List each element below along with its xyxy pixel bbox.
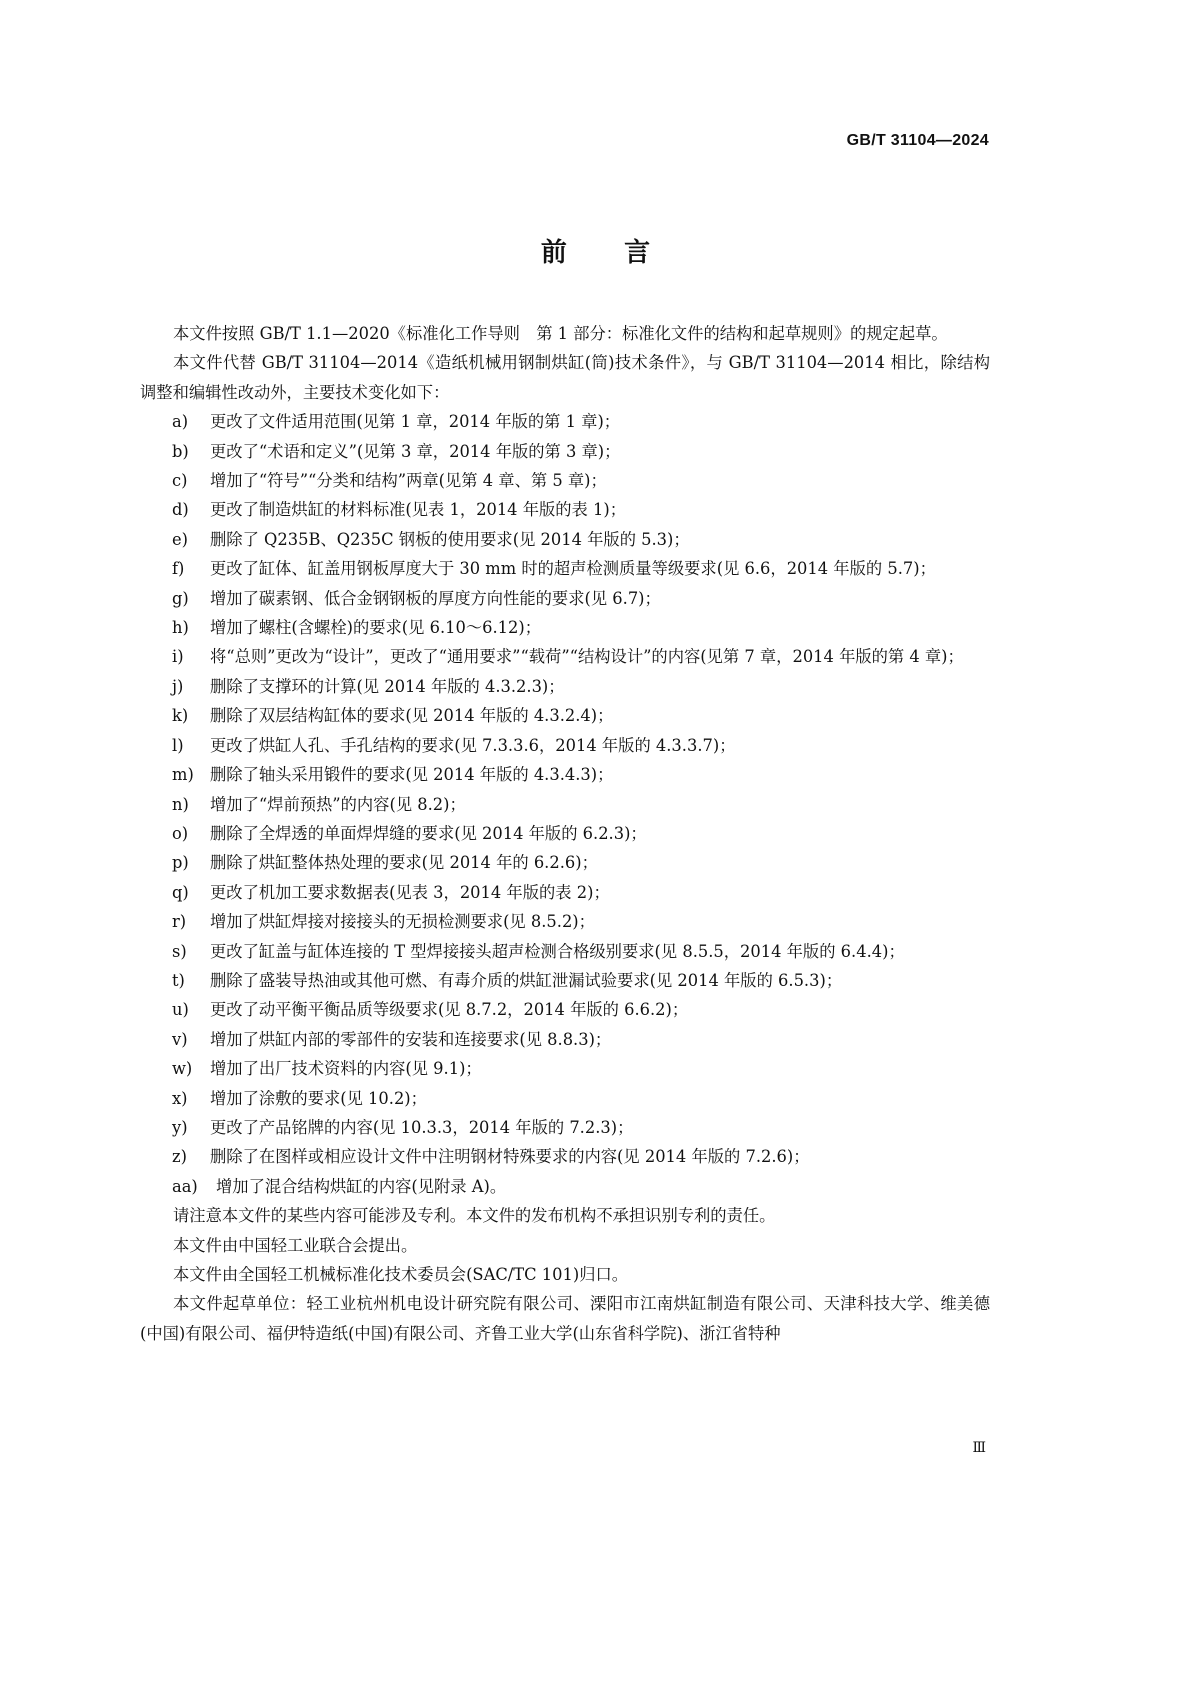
list-item-label: d) — [172, 500, 189, 520]
list-item-text: 更改了缸体、缸盖用钢板厚度大于 30 mm 时的超声检测质量等级要求(见 6.6，2014 年版的 5.7)； — [210, 559, 936, 579]
list-item — [140, 701, 990, 730]
list-item-text: 增加了螺柱(含螺栓)的要求(见 6.10～6.12)； — [210, 618, 542, 638]
list-item-label: a) — [172, 412, 189, 432]
list-item — [140, 613, 990, 642]
list-item-label: f) — [172, 559, 185, 579]
list-item — [140, 1142, 990, 1171]
page-number: Ⅲ — [972, 1440, 986, 1456]
list-item — [140, 760, 990, 789]
list-item — [140, 466, 990, 495]
list-item-label: k) — [172, 706, 189, 726]
list-item-label: r) — [172, 912, 187, 932]
paragraph: 本文件由中国轻工业联合会提出。 — [173, 1235, 418, 1255]
list-item — [140, 995, 990, 1024]
list-item — [140, 848, 990, 877]
standard-number: GB/T 31104—2024 — [846, 132, 989, 149]
list-item-text: 增加了“焊前预热”的内容(见 8.2)； — [210, 794, 466, 814]
list-item — [140, 731, 990, 760]
list-item — [140, 878, 990, 907]
list-item-text: 删除了 Q235B、Q235C 钢板的使用要求(见 2014 年版的 5.3)； — [210, 529, 690, 549]
list-item-text: 增加了“符号”“分类和结构”两章(见第 4 章、第 5 章)； — [210, 471, 607, 491]
changes-list — [140, 407, 990, 1201]
list-item-label: e) — [172, 529, 188, 549]
list-item-label: o) — [172, 823, 189, 843]
list-item-label: s) — [172, 941, 187, 961]
list-item-text: 删除了轴头采用锻件的要求(见 2014 年版的 4.3.4.3)； — [210, 765, 614, 785]
paragraph: 本文件按照 GB/T 1.1—2020《标准化工作导则 第 1 部分：标准化文件的结构和起草规则》的规定起草。 — [173, 324, 948, 343]
list-item-text: 更改了文件适用范围(见第 1 章，2014 年版的第 1 章)； — [210, 412, 621, 432]
list-item-label: c) — [172, 471, 188, 491]
list-item-label: v) — [172, 1029, 188, 1049]
list-item — [140, 437, 990, 466]
list-item-text: 将“总则”更改为“设计”，更改了“通用要求”“载荷”“结构设计”的内容(见第 7 章，2014 年版的第 4 章)； — [210, 647, 964, 667]
list-item-text: 删除了支撑环的计算(见 2014 年版的 4.3.2.3)； — [210, 676, 565, 696]
list-item-text: 更改了动平衡平衡品质等级要求(见 8.7.2，2014 年版的 6.6.2)； — [210, 1000, 689, 1020]
list-item-label: x) — [172, 1088, 188, 1108]
list-item-label: h) — [172, 618, 189, 638]
paragraph: 本文件由全国轻工机械标准化技术委员会(SAC/TC 101)归口。 — [173, 1265, 629, 1284]
list-item-text: 更改了“术语和定义”(见第 3 章，2014 年版的第 3 章)； — [210, 441, 621, 461]
list-item-label: l) — [172, 735, 184, 755]
list-item-text: 更改了缸盖与缸体连接的 T 型焊接接头超声检测合格级别要求(见 8.5.5，2014 年版的 6.4.4)； — [210, 941, 905, 961]
list-item — [140, 584, 990, 613]
document-body — [140, 319, 990, 1348]
list-item — [140, 1084, 990, 1113]
list-item — [140, 966, 990, 995]
list-item-label: w) — [172, 1059, 193, 1079]
list-item-text: 增加了涂敷的要求(见 10.2)； — [210, 1088, 427, 1108]
list-item-text: 删除了盛装导热油或其他可燃、有毒介质的烘缸泄漏试验要求(见 2014 年版的 6.5.3)； — [210, 970, 843, 990]
list-item — [140, 642, 990, 671]
list-item-text: 增加了出厂技术资料的内容(见 9.1)； — [210, 1059, 482, 1079]
list-item-label: m) — [172, 765, 194, 785]
list-item-label: b) — [172, 441, 189, 461]
list-item-text: 增加了烘缸焊接对接接头的无损检测要求(见 8.5.2)； — [210, 912, 595, 932]
list-item-label: p) — [172, 853, 189, 873]
list-item-text: 增加了混合结构烘缸的内容(见附录 A)。 — [216, 1176, 507, 1196]
list-item-text: 增加了碳素钢、低合金钢钢板的厚度方向性能的要求(见 6.7)； — [210, 588, 661, 608]
list-item — [140, 495, 990, 524]
list-item-label: g) — [172, 588, 189, 608]
list-item — [140, 525, 990, 554]
list-item — [140, 937, 990, 966]
paragraph: 本文件代替 GB/T 31104—2014《造纸机械用钢制烘缸(筒)技术条件》，与 GB/T 31104—2014 相比，除结构调整和编辑性改动外，主要技术变化如下： — [140, 353, 990, 402]
list-item-label: i) — [172, 647, 184, 667]
list-item-label: y) — [172, 1117, 188, 1137]
list-item — [140, 1025, 990, 1054]
page-title: 前言 — [540, 238, 708, 268]
list-item — [140, 1113, 990, 1142]
list-item — [140, 790, 990, 819]
list-item-text: 删除了全焊透的单面焊焊缝的要求(见 2014 年版的 6.2.3)； — [210, 823, 647, 843]
list-item-text: 更改了产品铭牌的内容(见 10.3.3，2014 年版的 7.2.3)； — [210, 1117, 634, 1137]
paragraph: 本文件起草单位：轻工业杭州机电设计研究院有限公司、溧阳市江南烘缸制造有限公司、天津科技大学、维美德(中国)有限公司、福伊特造纸(中国)有限公司、齐鲁工业大学(山东省科学院)、浙江省特种 — [140, 1294, 990, 1343]
list-item-label: n) — [172, 794, 189, 814]
list-item — [140, 672, 990, 701]
list-item-label: aa) — [172, 1176, 198, 1196]
list-item-label: q) — [172, 882, 189, 902]
list-item-label: t) — [172, 970, 185, 990]
paragraph: 请注意本文件的某些内容可能涉及专利。本文件的发布机构不承担识别专利的责任。 — [173, 1206, 776, 1226]
list-item-label: j) — [172, 676, 184, 696]
list-item — [140, 554, 990, 583]
list-item — [140, 407, 990, 436]
list-item — [140, 907, 990, 936]
list-item-text: 更改了机加工要求数据表(见表 3，2014 年版的表 2)； — [210, 882, 610, 902]
list-item-text: 更改了烘缸人孔、手孔结构的要求(见 7.3.3.6，2014 年版的 4.3.3.7)； — [210, 735, 736, 755]
list-item-text: 删除了烘缸整体热处理的要求(见 2014 年的 6.2.6)； — [210, 853, 598, 873]
list-item-text: 增加了烘缸内部的零部件的安装和连接要求(见 8.8.3)； — [210, 1029, 612, 1049]
list-item-text: 删除了在图样或相应设计文件中注明钢材特殊要求的内容(见 2014 年版的 7.2.6)； — [210, 1147, 810, 1167]
list-item-label: u) — [172, 1000, 189, 1020]
list-item-label: z) — [172, 1147, 187, 1167]
list-item-text: 删除了双层结构缸体的要求(见 2014 年版的 4.3.2.4)； — [210, 706, 614, 726]
list-item — [140, 1172, 990, 1201]
list-item — [140, 819, 990, 848]
list-item-text: 更改了制造烘缸的材料标准(见表 1，2014 年版的表 1)； — [210, 500, 627, 520]
list-item — [140, 1054, 990, 1083]
